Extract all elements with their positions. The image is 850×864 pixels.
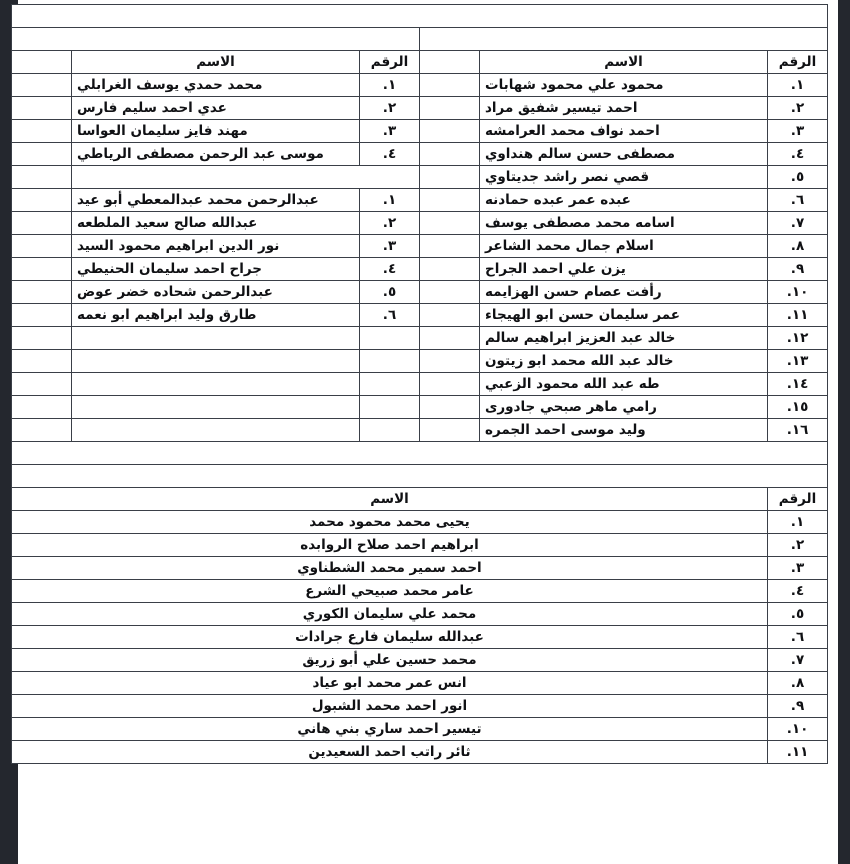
table-row <box>11 189 827 212</box>
table-row <box>11 143 827 166</box>
row-name-right: طه عبد الله محمود الزعبي <box>480 373 768 396</box>
document-page <box>18 0 838 864</box>
spacer-cell <box>11 74 71 97</box>
table-row <box>11 741 827 764</box>
row-number-left: ٢. <box>360 97 420 120</box>
column-header-number-left: الرقم <box>360 51 420 74</box>
row-name-right: خالد عبد العزيز ابراهيم سالم <box>480 327 768 350</box>
column-header-name: الاسم <box>11 488 767 511</box>
table-row <box>11 511 827 534</box>
table-row <box>11 419 827 442</box>
row-name: محمد حسين علي أبو زريق <box>11 649 767 672</box>
table-row <box>11 166 827 189</box>
table-row <box>11 304 827 327</box>
row-name: تيسير احمد ساري بني هاني <box>11 718 767 741</box>
spacer-cell <box>11 189 71 212</box>
table-row <box>11 649 827 672</box>
table-row <box>11 580 827 603</box>
row-number-right: ٩. <box>768 258 828 281</box>
spacer-cell <box>11 350 71 373</box>
row-number-right: ١٥. <box>768 396 828 419</box>
empty-cell <box>360 373 420 396</box>
row-number-right: ١١. <box>768 304 828 327</box>
row-name: عامر محمد صبيحي الشرع <box>11 580 767 603</box>
table-row <box>11 281 827 304</box>
spacer-cell <box>11 143 71 166</box>
row-number: ١. <box>768 511 828 534</box>
table-row <box>11 672 827 695</box>
row-name: ابراهيم احمد صلاح الروابده <box>11 534 767 557</box>
row-number-right: ١٠. <box>768 281 828 304</box>
row-number: ٧. <box>768 649 828 672</box>
table-row <box>11 212 827 235</box>
row-name-right: احمد نواف محمد العرامشه <box>480 120 768 143</box>
table-row <box>11 396 827 419</box>
spacer-cell <box>11 304 71 327</box>
column-header-number-right: الرقم <box>768 51 828 74</box>
row-number-right: ١٢. <box>768 327 828 350</box>
empty-cell <box>72 350 360 373</box>
row-name-right: رأفت عصام حسن الهزايمه <box>480 281 768 304</box>
spacer-cell <box>11 212 71 235</box>
table-row <box>11 258 827 281</box>
row-number: ٢. <box>768 534 828 557</box>
row-number-left: ٤. <box>360 258 420 281</box>
table-row <box>11 603 827 626</box>
row-number-right: ٦. <box>768 189 828 212</box>
column-header-name-left: الاسم <box>72 51 360 74</box>
spacer-cell <box>11 97 71 120</box>
table-row <box>11 534 827 557</box>
names-table-body <box>11 5 827 764</box>
spacer-cell <box>420 97 480 120</box>
row-number: ٩. <box>768 695 828 718</box>
row-number: ٤. <box>768 580 828 603</box>
row-name-left: محمد حمدي يوسف الغرابلي <box>72 74 360 97</box>
spacer-cell <box>11 327 71 350</box>
spacer-cell <box>420 189 480 212</box>
empty-cell <box>360 350 420 373</box>
spacer-cell <box>420 166 480 189</box>
date-band-label <box>11 5 827 28</box>
names-table <box>11 4 828 764</box>
table-row <box>11 235 827 258</box>
college-header-row <box>11 28 827 51</box>
spacer-cell <box>420 51 480 74</box>
row-name-left: طارق وليد ابراهيم ابو نعمه <box>72 304 360 327</box>
row-name: محمد علي سليمان الكوري <box>11 603 767 626</box>
row-name: يحيى محمد محمود محمد <box>11 511 767 534</box>
spacer-cell <box>11 235 71 258</box>
spacer-cell <box>11 120 71 143</box>
spacer-cell <box>420 120 480 143</box>
row-number-left: ٦. <box>360 304 420 327</box>
table-row <box>11 557 827 580</box>
row-number-left: ١. <box>360 189 420 212</box>
row-number: ٥. <box>768 603 828 626</box>
row-name-right: عبده عمر عبده حمادنه <box>480 189 768 212</box>
spacer-cell <box>420 281 480 304</box>
row-number-left: ٥. <box>360 281 420 304</box>
row-number-right: ٥. <box>768 166 828 189</box>
row-name: عبدالله سليمان فارع جرادات <box>11 626 767 649</box>
row-number-right: ٣. <box>768 120 828 143</box>
row-name-left: مهند فايز سليمان العواسا <box>72 120 360 143</box>
spacer-cell <box>11 51 71 74</box>
date-band-label <box>11 442 827 465</box>
spacer-cell <box>420 373 480 396</box>
empty-cell <box>72 396 360 419</box>
spacer-cell <box>11 419 71 442</box>
spacer-cell <box>420 419 480 442</box>
row-name: احمد سمير محمد الشطناوي <box>11 557 767 580</box>
row-name: انس عمر محمد ابو عياد <box>11 672 767 695</box>
column-header-row <box>11 488 827 511</box>
row-number-left: ١. <box>360 74 420 97</box>
table-row <box>11 350 827 373</box>
column-header-number: الرقم <box>768 488 828 511</box>
row-name-right: يزن علي احمد الجراح <box>480 258 768 281</box>
empty-cell <box>72 419 360 442</box>
spacer-cell <box>420 258 480 281</box>
spacer-cell <box>420 143 480 166</box>
table-row <box>11 327 827 350</box>
row-number: ١١. <box>768 741 828 764</box>
row-number-right: ٢. <box>768 97 828 120</box>
spacer-cell <box>11 373 71 396</box>
row-name-left: جراح احمد سليمان الحنيطي <box>72 258 360 281</box>
spacer-cell <box>11 258 71 281</box>
row-number-right: ١. <box>768 74 828 97</box>
row-name-left: عبدالله صالح سعيد الملطعه <box>72 212 360 235</box>
row-name-left: موسى عبد الرحمن مصطفى الرياطي <box>72 143 360 166</box>
column-header-row <box>11 51 827 74</box>
spacer-cell <box>420 304 480 327</box>
empty-cell <box>360 396 420 419</box>
spacer-cell <box>11 396 71 419</box>
row-number: ٦. <box>768 626 828 649</box>
empty-cell <box>72 327 360 350</box>
row-name-left: عدي احمد سليم فارس <box>72 97 360 120</box>
row-name-left: عبدالرحمن محمد عبدالمعطي أبو عيد <box>72 189 360 212</box>
college-name-left-secondary <box>72 166 420 189</box>
table-row <box>11 718 827 741</box>
row-name: انور احمد محمد الشبول <box>11 695 767 718</box>
row-number: ٣. <box>768 557 828 580</box>
row-name: ثائر راتب احمد السعيدين <box>11 741 767 764</box>
row-name-right: اسامه محمد مصطفى يوسف <box>480 212 768 235</box>
row-name-left: عبدالرحمن شحاده خضر عوض <box>72 281 360 304</box>
spacer-cell <box>420 396 480 419</box>
row-name-right: رامي ماهر صبحي جادورى <box>480 396 768 419</box>
spacer-cell <box>420 350 480 373</box>
college-header-row <box>11 465 827 488</box>
spacer-cell <box>420 327 480 350</box>
spacer-cell <box>420 74 480 97</box>
empty-cell <box>360 327 420 350</box>
column-header-name-right: الاسم <box>480 51 768 74</box>
row-number-right: ٧. <box>768 212 828 235</box>
row-name-right: مصطفى حسن سالم هنداوي <box>480 143 768 166</box>
college-name-left <box>11 28 419 51</box>
row-number-left: ٣. <box>360 120 420 143</box>
row-number: ٨. <box>768 672 828 695</box>
row-number-right: ٤. <box>768 143 828 166</box>
row-number-left: ٣. <box>360 235 420 258</box>
row-name-right: خالد عبد الله محمد ابو زيتون <box>480 350 768 373</box>
date-band-row <box>11 5 827 28</box>
spacer-cell <box>11 166 71 189</box>
row-number-left: ٤. <box>360 143 420 166</box>
row-name-right: وليد موسى احمد الجمره <box>480 419 768 442</box>
row-number-right: ١٣. <box>768 350 828 373</box>
row-name-right: احمد تيسير شفيق مراد <box>480 97 768 120</box>
table-row <box>11 373 827 396</box>
row-number-right: ٨. <box>768 235 828 258</box>
empty-cell <box>360 419 420 442</box>
row-number-right: ١٦. <box>768 419 828 442</box>
row-number-right: ١٤. <box>768 373 828 396</box>
row-name-right: قصي نصر راشد جديتاوي <box>480 166 768 189</box>
empty-cell <box>72 373 360 396</box>
table-row <box>11 626 827 649</box>
spacer-cell <box>11 281 71 304</box>
row-number-left: ٢. <box>360 212 420 235</box>
row-name-right: عمر سليمان حسن ابو الهيجاء <box>480 304 768 327</box>
table-row <box>11 97 827 120</box>
row-name-right: محمود علي محمود شهابات <box>480 74 768 97</box>
spacer-cell <box>420 212 480 235</box>
row-name-right: اسلام جمال محمد الشاعر <box>480 235 768 258</box>
table-row <box>11 695 827 718</box>
table-row <box>11 74 827 97</box>
college-name-single <box>11 465 827 488</box>
row-number: ١٠. <box>768 718 828 741</box>
row-name-left: نور الدين ابراهيم محمود السيد <box>72 235 360 258</box>
date-band-row <box>11 442 827 465</box>
college-name-right <box>420 28 828 51</box>
spacer-cell <box>420 235 480 258</box>
table-row <box>11 120 827 143</box>
